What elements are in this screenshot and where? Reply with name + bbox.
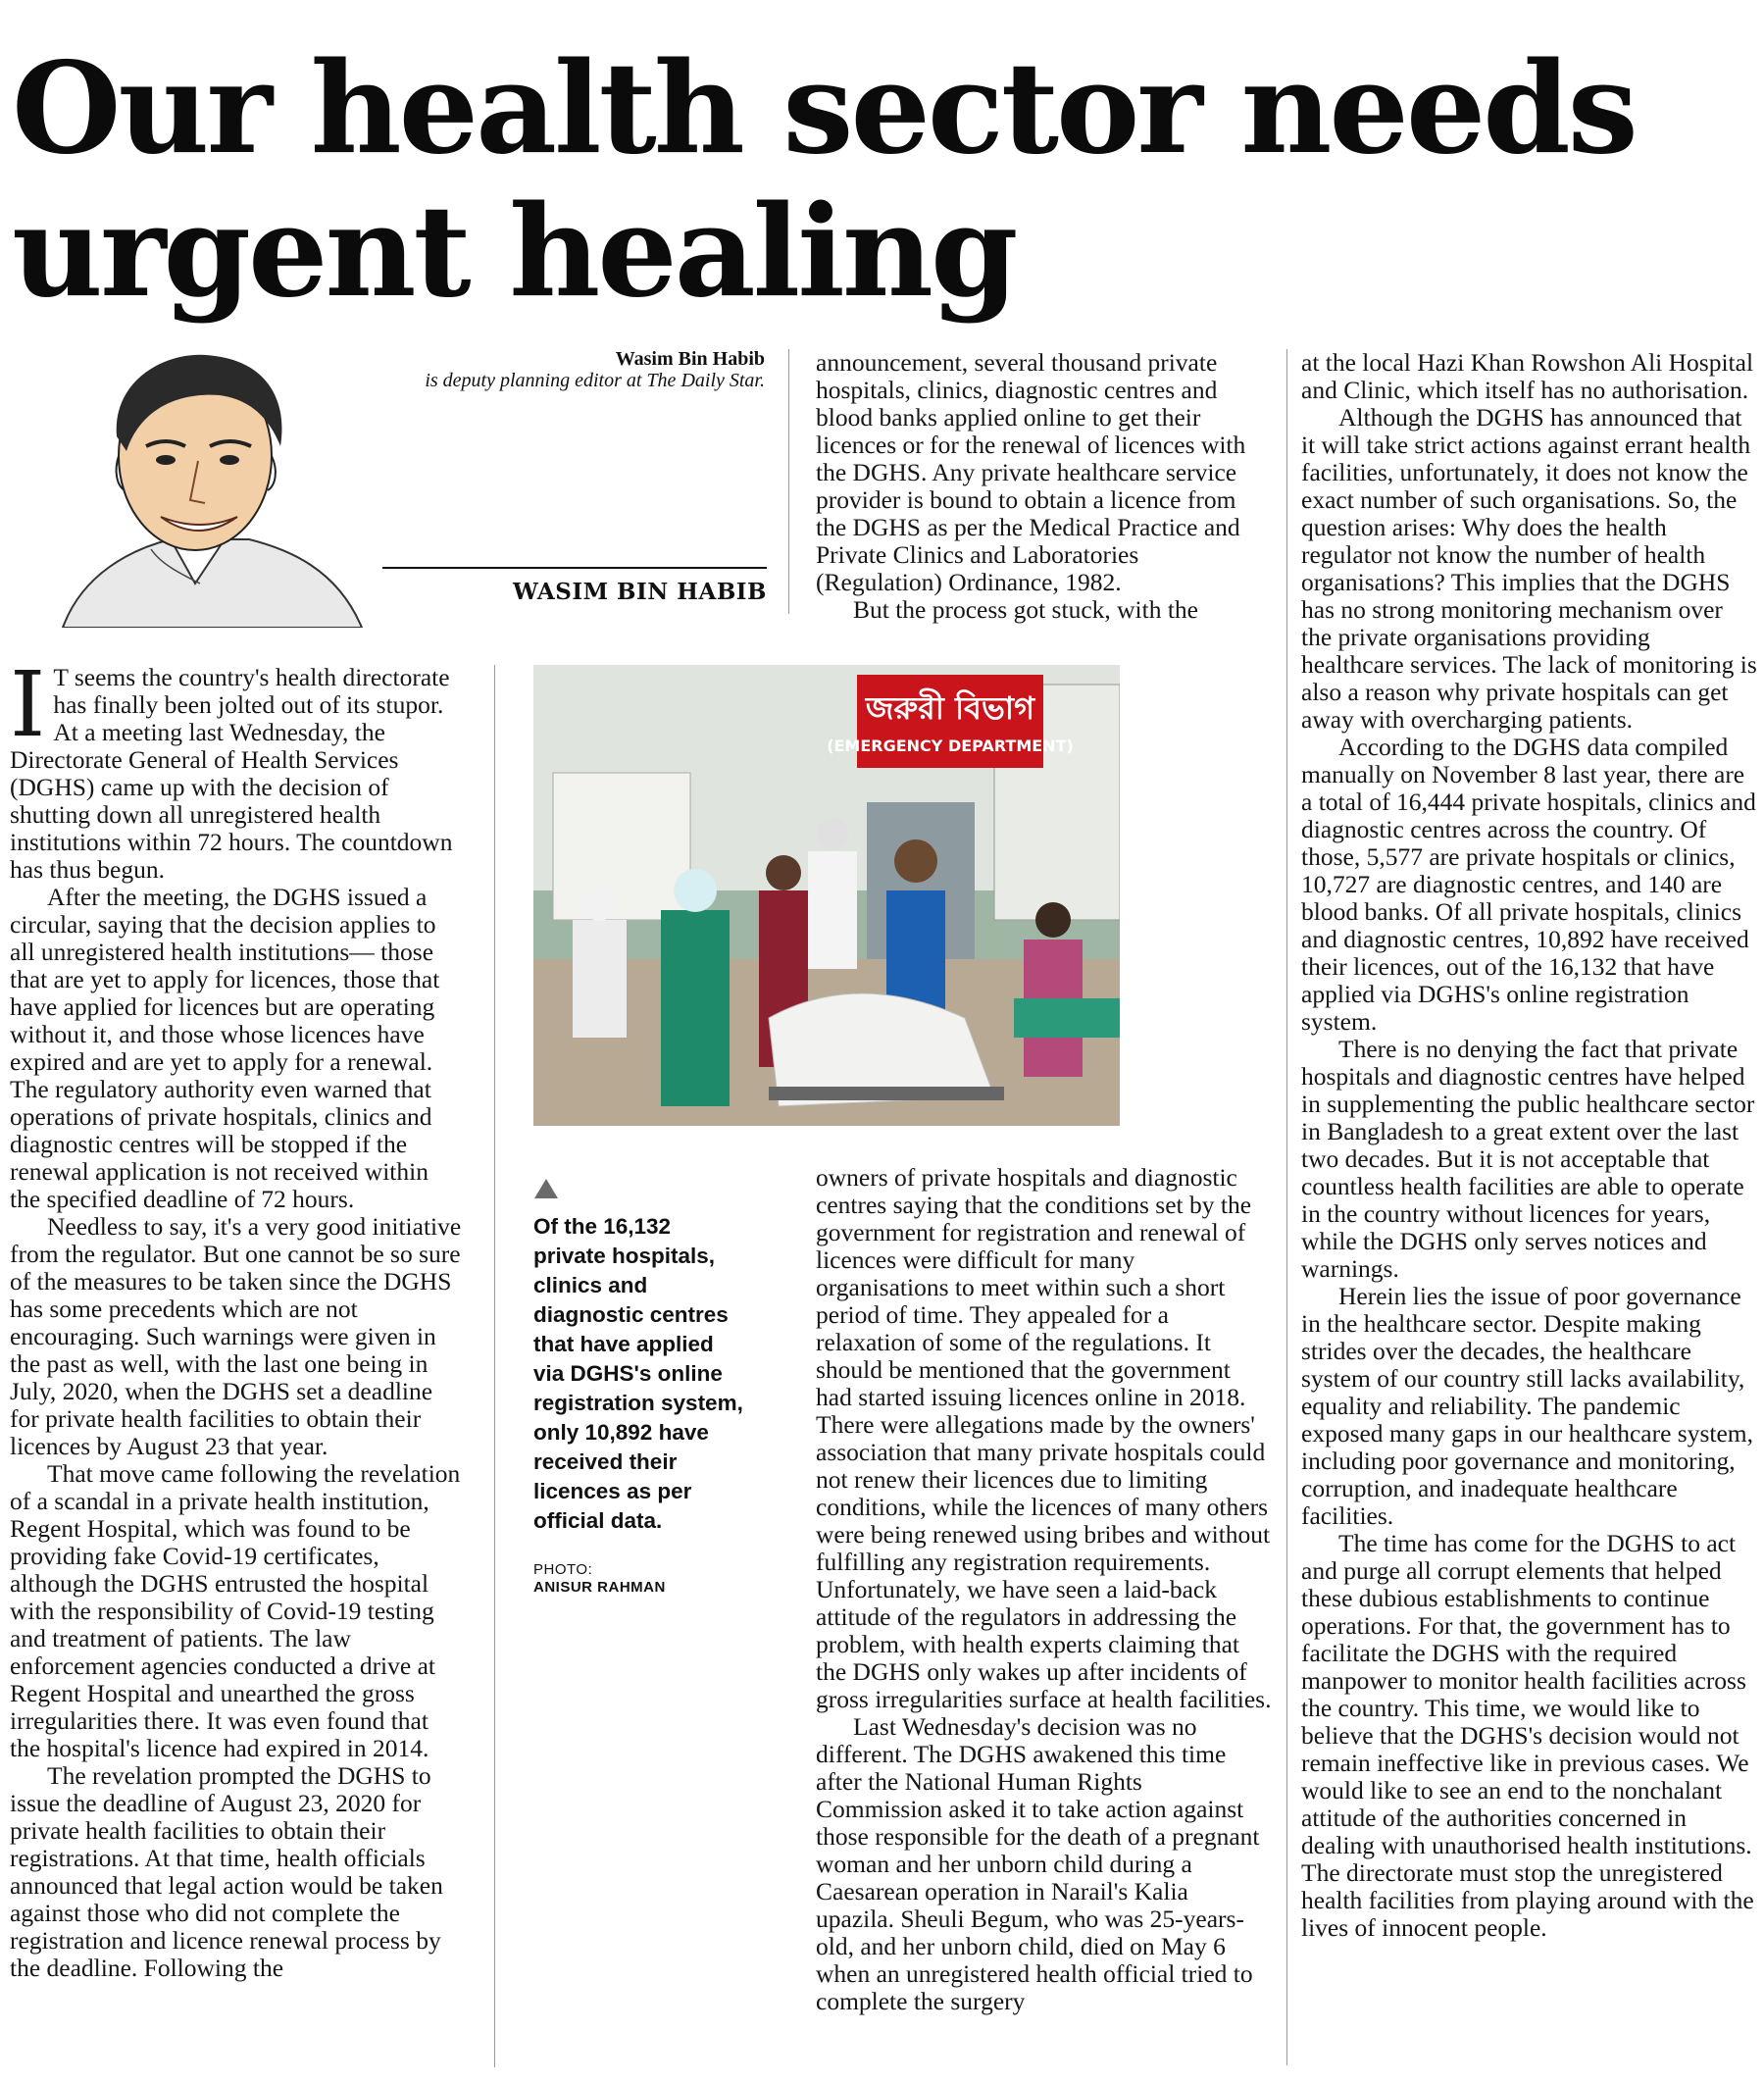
photo-credit — [533, 1561, 747, 1597]
photo-caption: Of the 16,132 private hospitals, clinics and diagnostic centres that have applied via DGHS's online registration system, only 10,892 have received their licences as per official data. — [533, 1214, 743, 1533]
paragraph: Herein lies the issue of poor governance in the healthcare sector. Despite making strides over the decades, the healthcare system of our country still lacks availability, equality and reliability. The pandemic exposed many gaps in our healthcare system, including poor governance and monitoring, corruption, and inadequate healthcare facilities. — [1301, 1282, 1753, 1530]
paragraph: Although the DGHS has announced that it will take strict actions against errant health facilities, unfortunately, it does not know the exact number of such organisations. So, the question arises: Why does the health regulator not know the number of health organisations? This implies that the DGHS has no strong monitoring mechanism over the private organisations providing healthcare services. The lack of monitoring is also a reason why private hospitals can get away with overcharging patients. — [1301, 403, 1757, 734]
byline-credit-name: Wasim Bin Habib — [615, 348, 765, 370]
byline-author: WASIM BIN HABIB — [513, 579, 767, 605]
column-divider — [1286, 349, 1287, 2065]
paragraph: There is no denying the fact that private hospitals and diagnostic centres have helped in supplementing the public healthcare sector in Bangladesh to a great extent over the last two decades. But it is not acceptable that countless health facilities are able to operate in the country without licences for years, while the DGHS only serves notices and warnings. — [1301, 1035, 1755, 1283]
paragraph: That move came following the revelation of a scandal in a private health institution, Regent Hospital, which was found to be providing fake Covid-19 certificates, although the DGHS entrusted the hospital with the responsibility of Covid-19 testing and treatment of patients. The law enforcement agencies conducted a drive at Regent Hospital and unearthed the gross irregularities there. It was even found that the hospital's licence had expired in 2014. — [10, 1459, 461, 1762]
sign-bangla: জরুরী বিভাগ — [865, 689, 1035, 727]
column-divider — [494, 665, 495, 2067]
sign-english: (EMERGENCY DEPARTMENT) — [827, 737, 1074, 755]
column-divider — [788, 349, 789, 614]
drop-cap: I — [10, 664, 46, 757]
paragraph: According to the DGHS data compiled manually on November 8 last year, there are a total of 16,444 private hospitals, clinics and diagnostic centres across the country. Of those, 5,577 are private hospitals or clinics, 10,727 are diagnostic centres, and 140 are blood banks. Of all private hospitals, clinics and diagnostic centres, 10,892 have received their licences, out of the 16,132 that have applied via DGHS's online registration system. — [1301, 733, 1756, 1036]
headline: Our health sector needs urgent healing — [12, 35, 1636, 326]
photo-credit-label: PHOTO: — [533, 1561, 593, 1578]
paragraph: owners of private hospitals and diagnostic centres saying that the conditions set by the government for registration and renewal of licences were difficult for many organisations to meet within such a short period of time. They appealed for a relaxation of some of the regulations. It should be mentioned that the government had started issuing licences online in 2018. There were allegations made by the owners' association that many private hospitals could not renew their licences due to limiting conditions, while the licences of many others were being renewed using bribes and without fulfilling any registration requirements. Unfortunately, we have seen a laid-back attitude of the regulators in addressing the problem, with health experts claiming that the DGHS only wakes up after incidents of gross irregularities surface at health facilities. — [816, 1164, 1272, 1713]
paragraph: announcement, several thousand private hospitals, clinics, diagnostic centres and blood banks applied online to get their licences or for the renewal of licences with the DGHS. Any private healthcare service provider is bound to obtain a licence from the DGHS as per the Medical Practice and Private Clinics and Laboratories (Regulation) Ordinance, 1982. — [816, 349, 1246, 596]
paragraph: The revelation prompted the DGHS to issue the deadline of August 23, 2020 for private health facilities to obtain their registrations. At that time, health officials announced that legal action would be taken against those who did not complete the registration and licence renewal process by the deadline. Following the — [10, 1761, 443, 1982]
article-column-3 — [1301, 349, 1757, 2077]
photo-credit-name: ANISUR RAHMAN — [533, 1579, 666, 1596]
paragraph: Last Wednesday's decision was no different. The DGHS awakened this time after the National Human Rights Commission asked it to take action against those responsible for the death of a pregnant woman and her unborn child during a Caesarean operation in Narail's Kalia upazila. Sheuli Begum, who was 25-years-old, and her unborn child, died on May 6 when an unregistered health official tried to complete the surgery — [816, 1712, 1260, 2015]
paragraph: Needless to say, it's a very good initiative from the regulator. But one cannot be so sure of the measures to be taken since the DGHS has some precedents which are not encouraging. Such warnings were given in the past as well, with the last one being in July, 2020, when the DGHS set a deadline for private health facilities to obtain their licences by August 23 that year. — [10, 1212, 462, 1460]
article-column-2-top — [816, 349, 1267, 628]
author-portrait — [24, 338, 377, 628]
paragraph: at the local Hazi Khan Rowshon Ali Hospital and Clinic, which itself has no authorisation. — [1301, 349, 1754, 404]
paragraph: After the meeting, the DGHS issued a circular, saying that the decision applies to all unregistered health institutions— those that are yet to apply for licences, those that have applied for licences but are operating without it, and those whose licences have expired and are yet to apply for a renewal. The regulatory authority even warned that operations of private hospitals, clinics and diagnostic centres will be stopped if the renewal application is not received within the specified deadline of 72 hours. — [10, 883, 440, 1213]
article-column-2-bottom — [816, 1164, 1272, 2076]
byline-divider — [382, 567, 767, 569]
paragraph: The time has come for the DGHS to act and purge all corrupt elements that helped these dubious establishments to continue operations. For that, the government has to facilitate the DGHS with the required manpower to monitor health facilities across the country. This time, we would like to believe that the DGHS's decision would not remain ineffective like in previous cases. We would like to see an end to the nonchalant attitude of the authorities concerned in dealing with unauthorised health institutions. The directorate must stop the unregistered health facilities from playing around with the lives of innocent people. — [1301, 1529, 1754, 1942]
paragraph: But the process got stuck, with the — [853, 595, 1198, 624]
emergency-department-photo — [533, 665, 1120, 1126]
byline-credit — [392, 348, 765, 391]
triangle-icon — [534, 1179, 558, 1198]
byline-credit-role: is deputy planning editor at The Daily Star. — [425, 370, 765, 391]
paragraph: T seems the country's health directorate has finally been jolted out of its stupor. At a meeting last Wednesday, the Directorate General of Health Services (DGHS) came up with the decision of shutting down all unregistered health institutions within 72 hours. The countdown has thus begun. — [10, 664, 453, 884]
article-column-1 — [10, 664, 463, 2076]
